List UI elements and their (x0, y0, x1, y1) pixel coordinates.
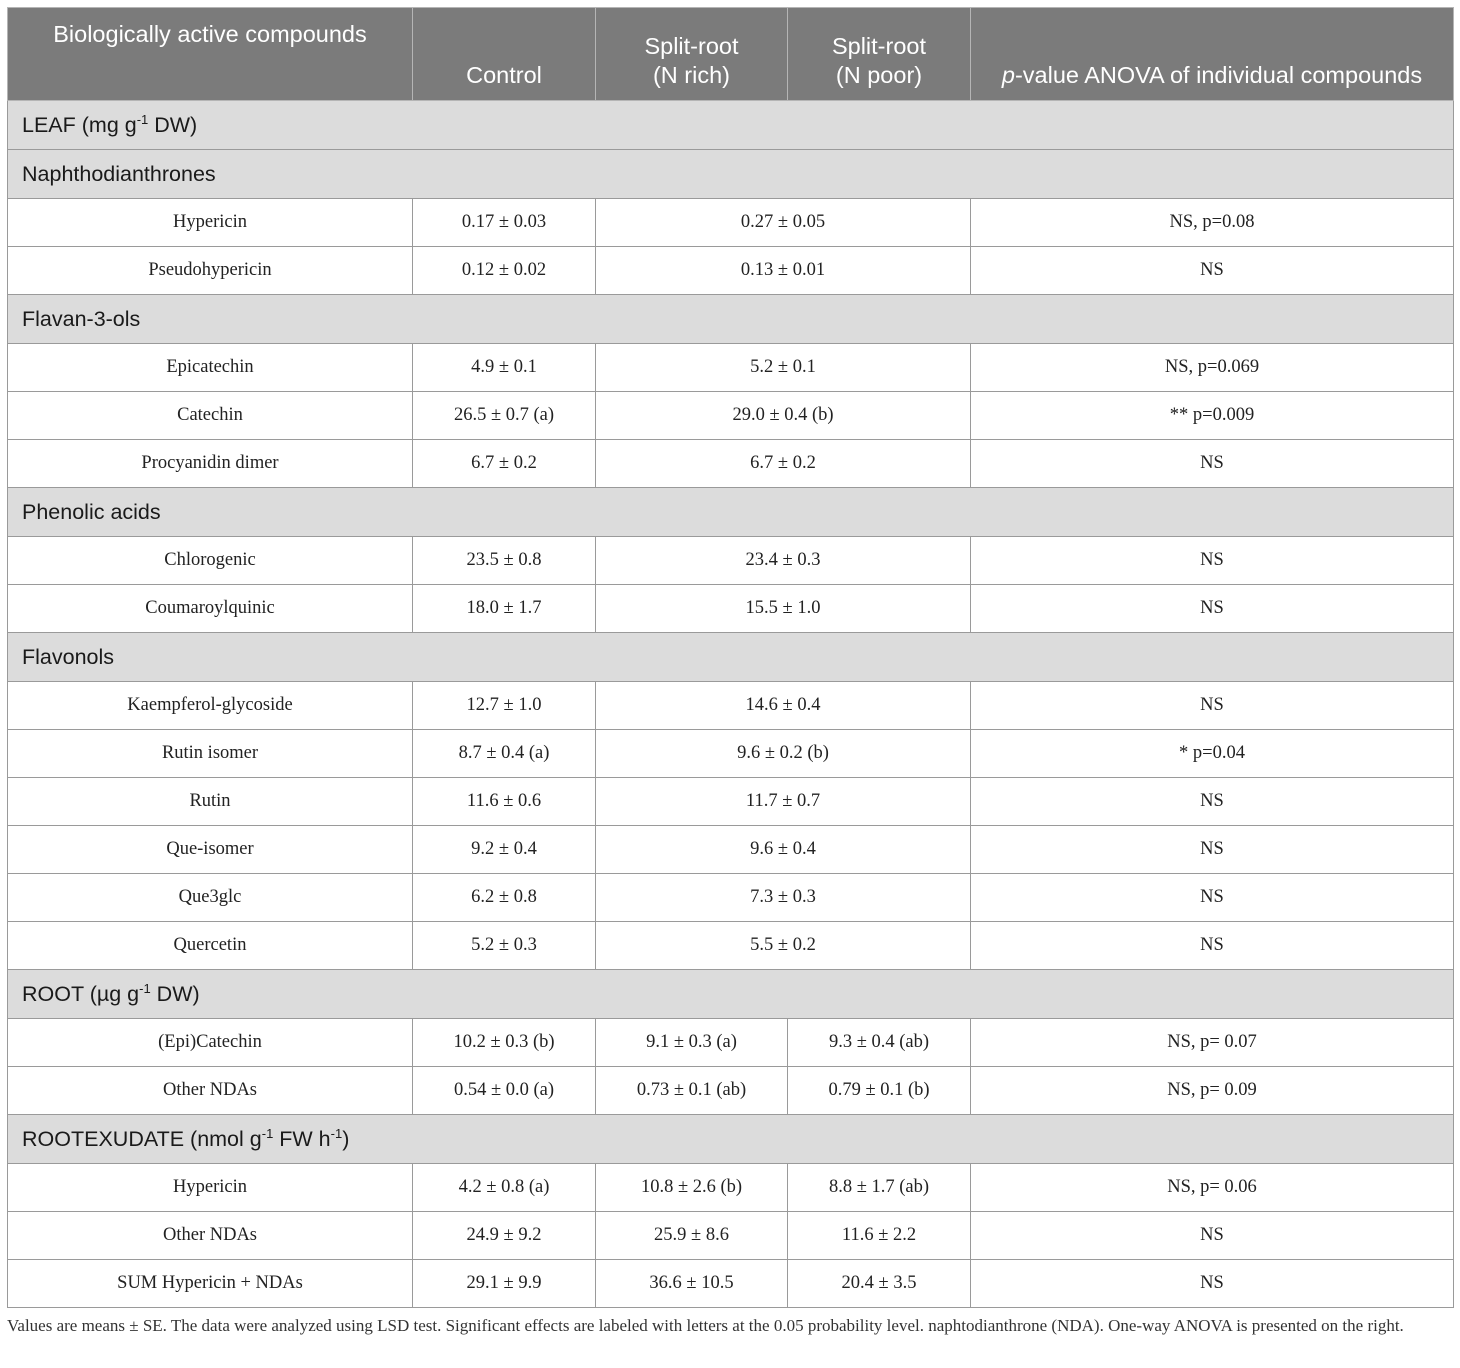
header-split-root-n-poor (788, 8, 971, 101)
section-exudate-sup: -1 (261, 1125, 274, 1141)
compound-name: Catechin (8, 392, 413, 440)
control-value: 6.7 ± 0.2 (413, 440, 596, 488)
section-rootexudate (8, 1115, 1454, 1164)
split-root-value: 0.27 ± 0.05 (596, 199, 971, 247)
control-value: 29.1 ± 9.9 (413, 1260, 596, 1308)
p-value: NS, p=0.08 (971, 199, 1454, 247)
n-poor-value: 8.8 ± 1.7 (ab) (788, 1164, 971, 1212)
n-rich-value: 9.1 ± 0.3 (a) (596, 1019, 788, 1067)
header-split-root-n-rich (596, 8, 788, 101)
table-row (8, 199, 1454, 247)
compound-name: Hypericin (8, 1164, 413, 1212)
table-row (8, 1067, 1454, 1115)
p-value: NS, p= 0.09 (971, 1067, 1454, 1115)
p-value: ** p=0.009 (971, 392, 1454, 440)
compound-name: Coumaroylquinic (8, 585, 413, 633)
section-row-naphthodianthrones (8, 150, 1454, 199)
control-value: 6.2 ± 0.8 (413, 874, 596, 922)
section-leaf-sup: -1 (136, 111, 149, 127)
control-value: 11.6 ± 0.6 (413, 778, 596, 826)
split-root-value: 6.7 ± 0.2 (596, 440, 971, 488)
n-poor-value: 9.3 ± 0.4 (ab) (788, 1019, 971, 1067)
table-row (8, 874, 1454, 922)
p-value: NS (971, 922, 1454, 970)
control-value: 8.7 ± 0.4 (a) (413, 730, 596, 778)
split-root-value: 29.0 ± 0.4 (b) (596, 392, 971, 440)
table-row (8, 1260, 1454, 1308)
compound-name: Que-isomer (8, 826, 413, 874)
p-value: NS (971, 778, 1454, 826)
table-row (8, 440, 1454, 488)
p-value: NS (971, 247, 1454, 295)
split-root-value: 7.3 ± 0.3 (596, 874, 971, 922)
table-row (8, 585, 1454, 633)
compound-name: Pseudohypericin (8, 247, 413, 295)
header-split-root-n-poor-line2: (N poor) (835, 62, 923, 88)
control-value: 18.0 ± 1.7 (413, 585, 596, 633)
p-value: NS (971, 1212, 1454, 1260)
control-value: 0.12 ± 0.02 (413, 247, 596, 295)
header-split-root-n-poor-line1: Split-root (831, 33, 927, 59)
section-root-sup: -1 (139, 980, 151, 996)
n-rich-value: 10.8 ± 2.6 (b) (596, 1164, 788, 1212)
control-value: 10.2 ± 0.3 (b) (413, 1019, 596, 1067)
compound-name: Quercetin (8, 922, 413, 970)
p-value: NS, p=0.069 (971, 344, 1454, 392)
table-row (8, 826, 1454, 874)
control-value: 26.5 ± 0.7 (a) (413, 392, 596, 440)
compound-name: (Epi)Catechin (8, 1019, 413, 1067)
p-value: NS (971, 874, 1454, 922)
header-p-value (971, 8, 1454, 101)
split-root-value: 14.6 ± 0.4 (596, 682, 971, 730)
p-value: NS (971, 585, 1454, 633)
control-value: 23.5 ± 0.8 (413, 537, 596, 585)
control-value: 0.17 ± 0.03 (413, 199, 596, 247)
p-value: NS (971, 440, 1454, 488)
control-value: 4.2 ± 0.8 (a) (413, 1164, 596, 1212)
p-value: NS (971, 537, 1454, 585)
n-rich-value: 25.9 ± 8.6 (596, 1212, 788, 1260)
table-footnote: Values are means ± SE. The data were analyzed using LSD test. Significant effects are labeled with letters at the 0.05 probability level. naphtodianthrone (NDA). One-way ANOVA is presented on the right. (7, 1316, 1404, 1335)
section-flavan-3-ols: Flavan-3-ols (8, 295, 1454, 344)
section-row-phenolic-acids (8, 488, 1454, 537)
control-value: 12.7 ± 1.0 (413, 682, 596, 730)
table-row (8, 730, 1454, 778)
control-value: 0.54 ± 0.0 (a) (413, 1067, 596, 1115)
header-split-root-n-rich-line2: (N rich) (652, 62, 731, 88)
section-exudate-sup2: -1 (330, 1125, 343, 1141)
p-value: NS, p= 0.06 (971, 1164, 1454, 1212)
n-poor-value: 20.4 ± 3.5 (788, 1260, 971, 1308)
compound-name: SUM Hypericin + NDAs (8, 1260, 413, 1308)
control-value: 5.2 ± 0.3 (413, 922, 596, 970)
split-root-value: 9.6 ± 0.2 (b) (596, 730, 971, 778)
table-row (8, 1019, 1454, 1067)
section-naphthodianthrones: Naphthodianthrones (8, 150, 1454, 199)
table-header (8, 8, 1454, 101)
compound-name: Rutin isomer (8, 730, 413, 778)
compound-name: Other NDAs (8, 1067, 413, 1115)
split-root-value: 5.5 ± 0.2 (596, 922, 971, 970)
split-root-value: 23.4 ± 0.3 (596, 537, 971, 585)
section-exudate-tail: ) (342, 1126, 350, 1151)
section-root-main: ROOT (µg g (22, 981, 140, 1006)
compound-name: Chlorogenic (8, 537, 413, 585)
compound-name: Rutin (8, 778, 413, 826)
n-poor-value: 11.6 ± 2.2 (788, 1212, 971, 1260)
table-row (8, 247, 1454, 295)
compound-name: Procyanidin dimer (8, 440, 413, 488)
header-compounds: Biologically active compounds (8, 8, 413, 101)
section-row-leaf (8, 101, 1454, 150)
table-row (8, 1164, 1454, 1212)
section-root (8, 970, 1454, 1019)
table-row (8, 778, 1454, 826)
section-leaf-main: LEAF (mg g (22, 112, 137, 137)
section-root-tail: DW) (150, 981, 200, 1006)
compound-name: Hypericin (8, 199, 413, 247)
control-value: 4.9 ± 0.1 (413, 344, 596, 392)
table-row (8, 922, 1454, 970)
split-root-value: 9.6 ± 0.4 (596, 826, 971, 874)
header-control: Control (413, 8, 596, 101)
split-root-value: 5.2 ± 0.1 (596, 344, 971, 392)
split-root-value: 0.13 ± 0.01 (596, 247, 971, 295)
split-root-value: 15.5 ± 1.0 (596, 585, 971, 633)
n-rich-value: 36.6 ± 10.5 (596, 1260, 788, 1308)
table-row (8, 1212, 1454, 1260)
section-row-flavonols (8, 633, 1454, 682)
section-exudate-main: ROOTEXUDATE (nmol g (22, 1126, 262, 1151)
section-exudate-mid: FW h (273, 1126, 331, 1151)
control-value: 9.2 ± 0.4 (413, 826, 596, 874)
n-rich-value: 0.73 ± 0.1 (ab) (596, 1067, 788, 1115)
compound-name: Other NDAs (8, 1212, 413, 1260)
section-row-root (8, 970, 1454, 1019)
p-value: NS (971, 682, 1454, 730)
results-table (7, 7, 1454, 1308)
section-row-flavan-3-ols (8, 295, 1454, 344)
split-root-value: 11.7 ± 0.7 (596, 778, 971, 826)
table-row (8, 392, 1454, 440)
compound-name: Epicatechin (8, 344, 413, 392)
p-value: NS (971, 1260, 1454, 1308)
section-phenolic-acids: Phenolic acids (8, 488, 1454, 537)
compound-name: Que3glc (8, 874, 413, 922)
control-value: 24.9 ± 9.2 (413, 1212, 596, 1260)
section-leaf (8, 101, 1454, 150)
section-flavonols: Flavonols (8, 633, 1454, 682)
compound-name: Kaempferol-glycoside (8, 682, 413, 730)
p-value: NS, p= 0.07 (971, 1019, 1454, 1067)
header-split-root-n-rich-line1: Split-root (644, 33, 739, 59)
header-p-letter: p (1001, 62, 1015, 88)
results-table-container (7, 7, 1453, 1308)
section-leaf-tail: DW) (148, 112, 198, 137)
table-row (8, 537, 1454, 585)
table-row (8, 344, 1454, 392)
n-poor-value: 0.79 ± 0.1 (b) (788, 1067, 971, 1115)
header-p-value-text: -value ANOVA of individual compounds (1014, 62, 1423, 88)
table-row (8, 682, 1454, 730)
section-row-rootexudate (8, 1115, 1454, 1164)
p-value: * p=0.04 (971, 730, 1454, 778)
p-value: NS (971, 826, 1454, 874)
